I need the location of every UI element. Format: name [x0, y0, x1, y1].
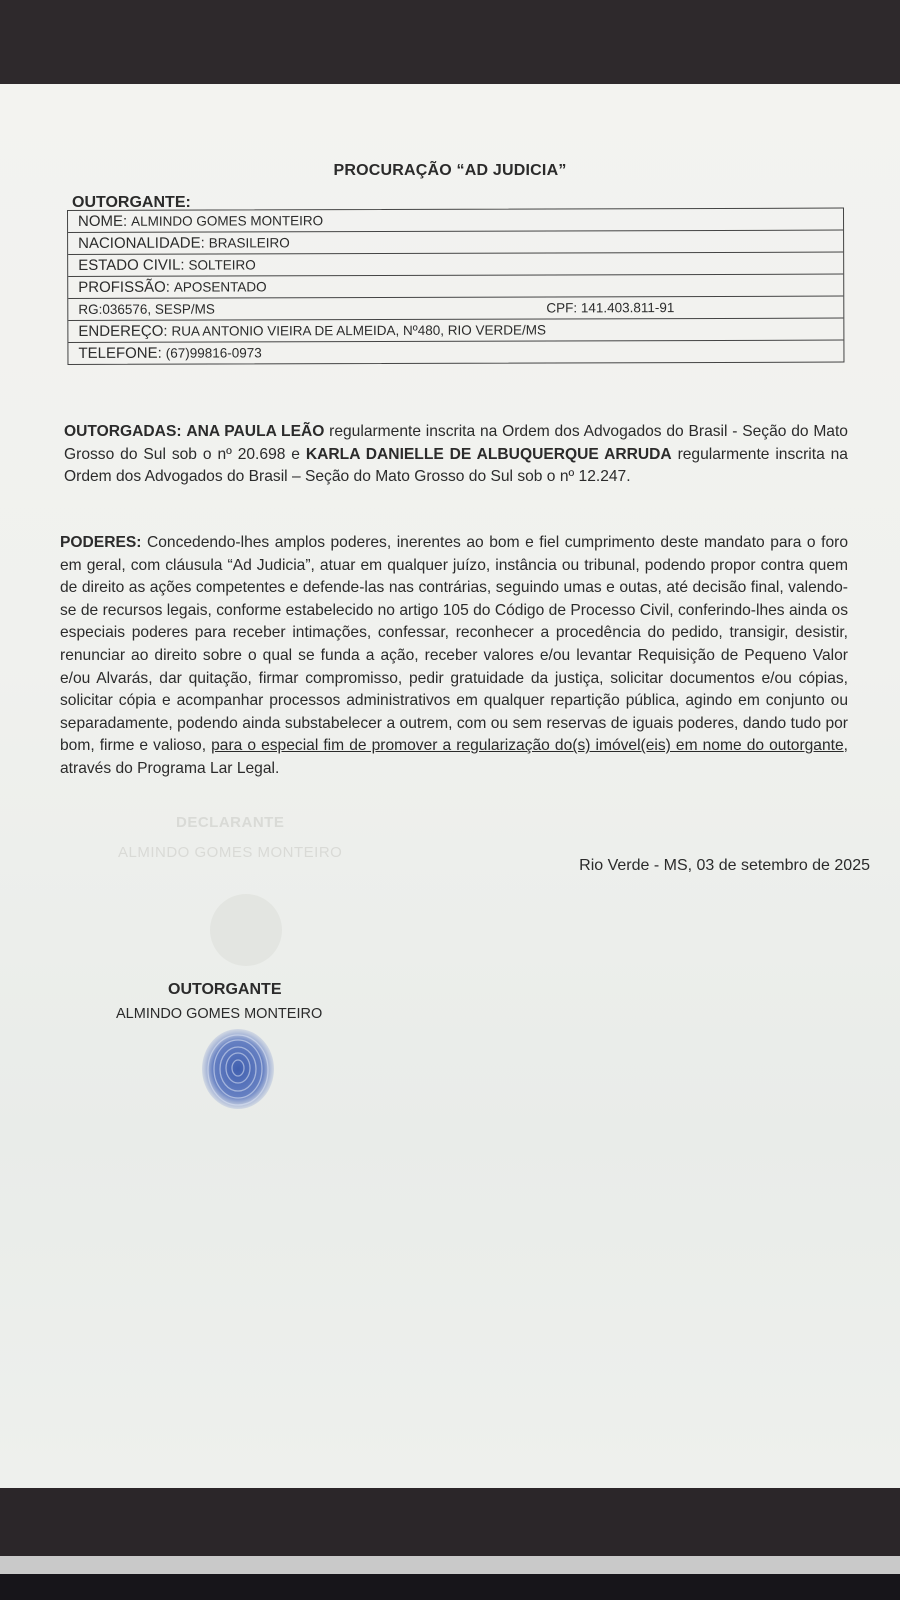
bottom-paper-edge: [0, 1556, 900, 1574]
grantees-label: OUTORGADAS:: [64, 423, 182, 440]
powers-text: Concedendo-lhes amplos poderes, inerentes ao bom e fiel cumprimento deste mandato para o foro em geral, com cláusula “Ad Judicia”, atuar em qualquer juízo, instância ou tribunal, podendo propor contra quem de direito as ações competentes e defende-las nas contrárias, seguindo umas e outas, até decisão final, valendo-se de recursos legais, conforme estabelecido no artigo 105 do Código de Processo Civil, conferindo-lhes ainda os especiais poderes para receber intimações, confessar, reconhecer a procedência do pedido, transigir, desistir, renunciar ao direito sobre o qual se funda a ação, receber valores e/ou levantar Requisição de Pequeno Valor e/ou Alvarás, dar quitação, firmar compromisso, pedir gratuidade da justiça, solicitar documentos e/ou cópias, solicitar cópia e acompanhar processos administrativos em qualquer repartição pública, agindo em conjunto ou separadamente, podendo ainda substabelecer a outrem, com ou sem reservas de iguais poderes, dando tudo por bom, firme e valioso,: [60, 534, 848, 755]
bottom-dark-edge: [0, 1574, 900, 1600]
grantee-name-1: ANA PAULA LEÃO: [186, 423, 325, 440]
grantor-name-row: [68, 209, 843, 233]
grantee-text-2: regularmente inscrita na Ordem dos Advogados do Brasil – Seção do Mato Grosso do Sul sob o nº 12.247.: [64, 445, 848, 486]
show-through-text: ALMINDO GOMES MONTEIRO: [118, 844, 343, 861]
document-title: PROCURAÇÃO “AD JUDICIA”: [333, 162, 567, 179]
signature-name: ALMINDO GOMES MONTEIRO: [116, 1006, 323, 1022]
grantor-profession: APOSENTADO: [173, 279, 267, 295]
grantor-table: [67, 208, 844, 365]
grantor-rg: RG:036576, SESP/MS: [78, 301, 215, 317]
top-background: [0, 0, 900, 84]
grantor-cpf: CPF: 141.403.811-91: [546, 300, 675, 316]
civil-status-label: ESTADO CIVIL:: [78, 256, 185, 274]
grantor-phone: (67)99816-0973: [165, 345, 262, 361]
grantees-paragraph: [64, 421, 848, 489]
nationality-label: NACIONALIDADE:: [78, 234, 205, 252]
show-through-seal: [210, 894, 282, 966]
powers-paragraph: [60, 532, 848, 781]
name-label: NOME:: [78, 212, 128, 230]
grantor-nationality: BRASILEIRO: [208, 235, 290, 251]
show-through-text: DECLARANTE: [176, 814, 285, 831]
grantor-address-row: [68, 319, 843, 343]
profession-label: PROFISSÃO:: [78, 278, 170, 296]
grantor-phone-row: [68, 341, 843, 364]
phone-label: TELEFONE:: [78, 344, 162, 362]
grantor-nationality-row: [68, 231, 843, 255]
grantee-text-1: regularmente inscrita na Ordem dos Advogados do Brasil - Seção do Mato Grosso do Sul sob o nº 20.698 e: [64, 423, 848, 463]
grantor-civil-status-row: [68, 253, 843, 277]
document-page: [0, 84, 900, 1488]
grantee-name-2: KARLA DANIELLE DE ALBUQUERQUE ARRUDA: [305, 445, 672, 463]
grantor-label: OUTORGANTE:: [72, 194, 191, 211]
address-label: ENDEREÇO:: [78, 322, 168, 340]
grantor-name: ALMINDO GOMES MONTEIRO: [131, 213, 324, 229]
signature-title: OUTORGANTE: [168, 981, 282, 998]
grantor-profession-row: [68, 275, 843, 299]
powers-ending: , através do Programa Lar Legal.: [60, 737, 849, 777]
grantor-address: RUA ANTONIO VIEIRA DE ALMEIDA, Nº480, RIO VERDE/MS: [171, 322, 547, 339]
powers-special-purpose: para o especial fim de promover a regularização do(s) imóvel(eis) em nome do outorgante: [211, 737, 844, 755]
fingerprint-icon: [200, 1024, 280, 1114]
grantor-civil-status: SOLTEIRO: [188, 257, 256, 273]
powers-label: PODERES:: [60, 534, 142, 551]
grantor-documents-row: [68, 297, 843, 321]
place-and-date: Rio Verde - MS, 03 de setembro de 2025: [579, 857, 870, 874]
